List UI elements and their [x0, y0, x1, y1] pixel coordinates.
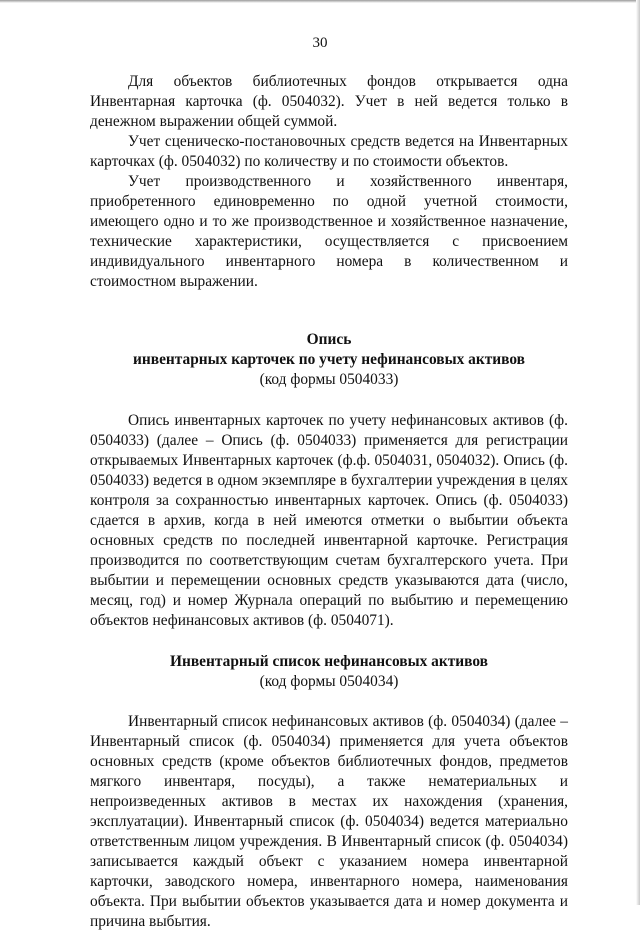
- spacer: [90, 390, 568, 411]
- scan-edge-right: [636, 0, 640, 905]
- heading-form-code: (код формы 0504033): [259, 371, 399, 388]
- heading-subtitle: инвентарных карточек по учету нефинансовых активов: [133, 351, 525, 368]
- spacer: [90, 631, 568, 652]
- scan-edge-top: [0, 0, 640, 3]
- paragraph-stage-assets: Учет сценическо-постановочных средств ведется на Инвентарных карточках (ф. 0504032) по количеству и по стоимости объектов.: [90, 133, 568, 170]
- page-number: 30: [312, 35, 328, 51]
- heading-form-code: (код формы 0504034): [259, 673, 399, 690]
- paragraph-inventory-accounting: Учет производственного и хозяйственного инвентаря, приобретенного единовременно по одной учетной стоимости, имеющего одно и то же производственное и хозяйственное назначение, технические характеристики, осуществляется с присвоением индивидуального инвентарного номера в количественном и стоимостном выражении.: [90, 173, 568, 290]
- paragraph-inventory-cards-list: Опись инвентарных карточек по учету нефинансовых активов (ф. 0504033) (далее – Опись (ф. 0504033) применяется для регистрации открываемых Инвентарных карточек (ф.ф. 0504031, 0504032). Опись (ф. 0504033) ведется в одном экземпляре в бухгалтерии учреждения в целях контроля за сохранностью инвентарных карточек. Опись (ф. 0504033) сдается в архив, когда в ней имеются отметки о выбытии объекта основных средств по последней инвентарной карточке. Регистрация производится по соответствующим счетам бухгалтерского учета. При выбытии и перемещении основных средств указываются дата (число, месяц, год) и номер Журнала операций по выбытию и перемещению объектов нефинансовых активов (ф. 0504071).: [90, 412, 568, 629]
- heading-title: Опись: [306, 331, 352, 348]
- section-heading-inventory-list: [90, 652, 568, 692]
- spacer: [90, 692, 568, 712]
- paragraph-library-funds: Для объектов библиотечных фондов открывается одна Инвентарная карточка (ф. 0504032). Учет в ней ведется только в денежном выражении общей суммой.: [90, 73, 568, 130]
- paragraph-inventory-list: Инвентарный список нефинансовых активов (ф. 0504034) (далее – Инвентарный список (ф. 0504034) применяется для учета объектов основных средств (кроме объектов библиотечных фондов, предметов мягкого инвентаря, посуды), а также нематериальных и непроизведенных активов в местах их нахождения (хранения, эксплуатации). Инвентарный список (ф. 0504034) ведется материально ответственным лицом учреждения. В Инвентарный список (ф. 0504034) записывается каждый объект с указанием номера инвентарной карточки, заводского номера, инвентарного номера, наименования объекта. При выбытии объектов указывается дата и номер документа и причина выбытия.: [90, 713, 568, 930]
- section-heading-inventory-cards-list: [90, 330, 568, 390]
- heading-title: Инвентарный список нефинансовых активов: [170, 653, 488, 670]
- spacer: [90, 292, 568, 330]
- document-body: [90, 72, 568, 932]
